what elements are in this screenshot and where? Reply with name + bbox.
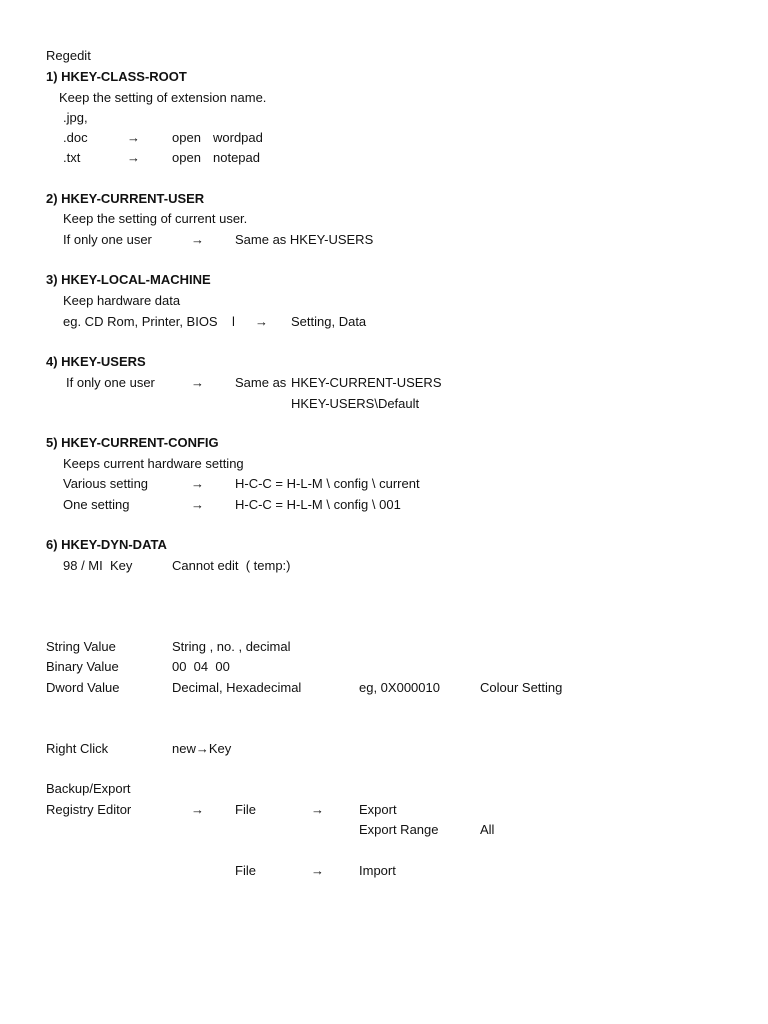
arrow-icon: →: [127, 130, 140, 145]
various-setting-label: Various setting: [63, 476, 149, 491]
doc-action: open: [172, 130, 201, 145]
section-1-heading: 1) HKEY-CLASS-ROOT: [46, 69, 187, 84]
section-3-example: eg. CD Rom, Printer, BIOS: [63, 314, 218, 329]
right-click-action: new→Key: [172, 741, 232, 756]
section-4-result-b: HKEY-USERS\Default: [291, 396, 420, 411]
section-3-desc: Keep hardware data: [63, 293, 181, 308]
dword-value-example: eg, 0X000010: [359, 680, 440, 695]
section-2-desc: Keep the setting of current user.: [63, 211, 248, 226]
separator-bar: l: [232, 314, 235, 329]
document-title: Regedit: [46, 48, 91, 63]
section-6-note: Cannot edit ( temp:): [172, 558, 291, 573]
txt-app: notepad: [213, 150, 260, 165]
registry-editor-label: Registry Editor: [46, 802, 132, 817]
various-setting-result: H-C-C = H-L-M \ config \ current: [235, 476, 420, 491]
section-6-key: 98 / MI Key: [63, 558, 133, 573]
arrow-icon: →: [191, 497, 204, 512]
binary-value-label: Binary Value: [46, 659, 119, 674]
export-range-value: All: [480, 822, 495, 837]
arrow-icon: →: [255, 314, 268, 329]
section-4-result-prefix: Same as: [235, 375, 287, 390]
arrow-icon: →: [127, 150, 140, 165]
backup-heading: Backup/Export: [46, 781, 131, 796]
arrow-icon: →: [311, 863, 324, 878]
arrow-icon: →: [191, 375, 204, 390]
section-2-condition: If only one user: [63, 232, 152, 247]
import-label: Import: [359, 863, 396, 878]
file-menu-label: File: [235, 863, 256, 878]
arrow-icon: →: [191, 476, 204, 491]
string-value-desc: String , no. , decimal: [172, 639, 291, 654]
dword-value-desc: Decimal, Hexadecimal: [172, 680, 302, 695]
arrow-icon: →: [191, 232, 204, 247]
section-4-result-a: HKEY-CURRENT-USERS: [291, 375, 442, 390]
right-click-label: Right Click: [46, 741, 109, 756]
section-6-heading: 6) HKEY-DYN-DATA: [46, 537, 167, 552]
ext-doc: .doc: [63, 130, 88, 145]
ext-jpg: .jpg,: [63, 110, 88, 125]
section-2-heading: 2) HKEY-CURRENT-USER: [46, 191, 205, 206]
section-2-result: Same as HKEY-USERS: [235, 232, 374, 247]
export-range-label: Export Range: [359, 822, 439, 837]
section-5-desc: Keeps current hardware setting: [63, 456, 244, 471]
arrow-icon: →: [311, 802, 324, 817]
section-3-result: Setting, Data: [291, 314, 367, 329]
string-value-label: String Value: [46, 639, 116, 654]
doc-app: wordpad: [213, 130, 263, 145]
section-5-heading: 5) HKEY-CURRENT-CONFIG: [46, 435, 219, 450]
txt-action: open: [172, 150, 201, 165]
dword-value-use: Colour Setting: [480, 680, 563, 695]
one-setting-result: H-C-C = H-L-M \ config \ 001: [235, 497, 401, 512]
ext-txt: .txt: [63, 150, 81, 165]
one-setting-label: One setting: [63, 497, 130, 512]
arrow-icon: →: [191, 802, 204, 817]
binary-value-desc: 00 04 00: [172, 659, 230, 674]
file-menu-label: File: [235, 802, 256, 817]
section-4-heading: 4) HKEY-USERS: [46, 354, 146, 369]
dword-value-label: Dword Value: [46, 680, 120, 695]
section-4-condition: If only one user: [66, 375, 155, 390]
export-label: Export: [359, 802, 397, 817]
section-1-desc: Keep the setting of extension name.: [59, 90, 267, 105]
section-3-heading: 3) HKEY-LOCAL-MACHINE: [46, 272, 211, 287]
